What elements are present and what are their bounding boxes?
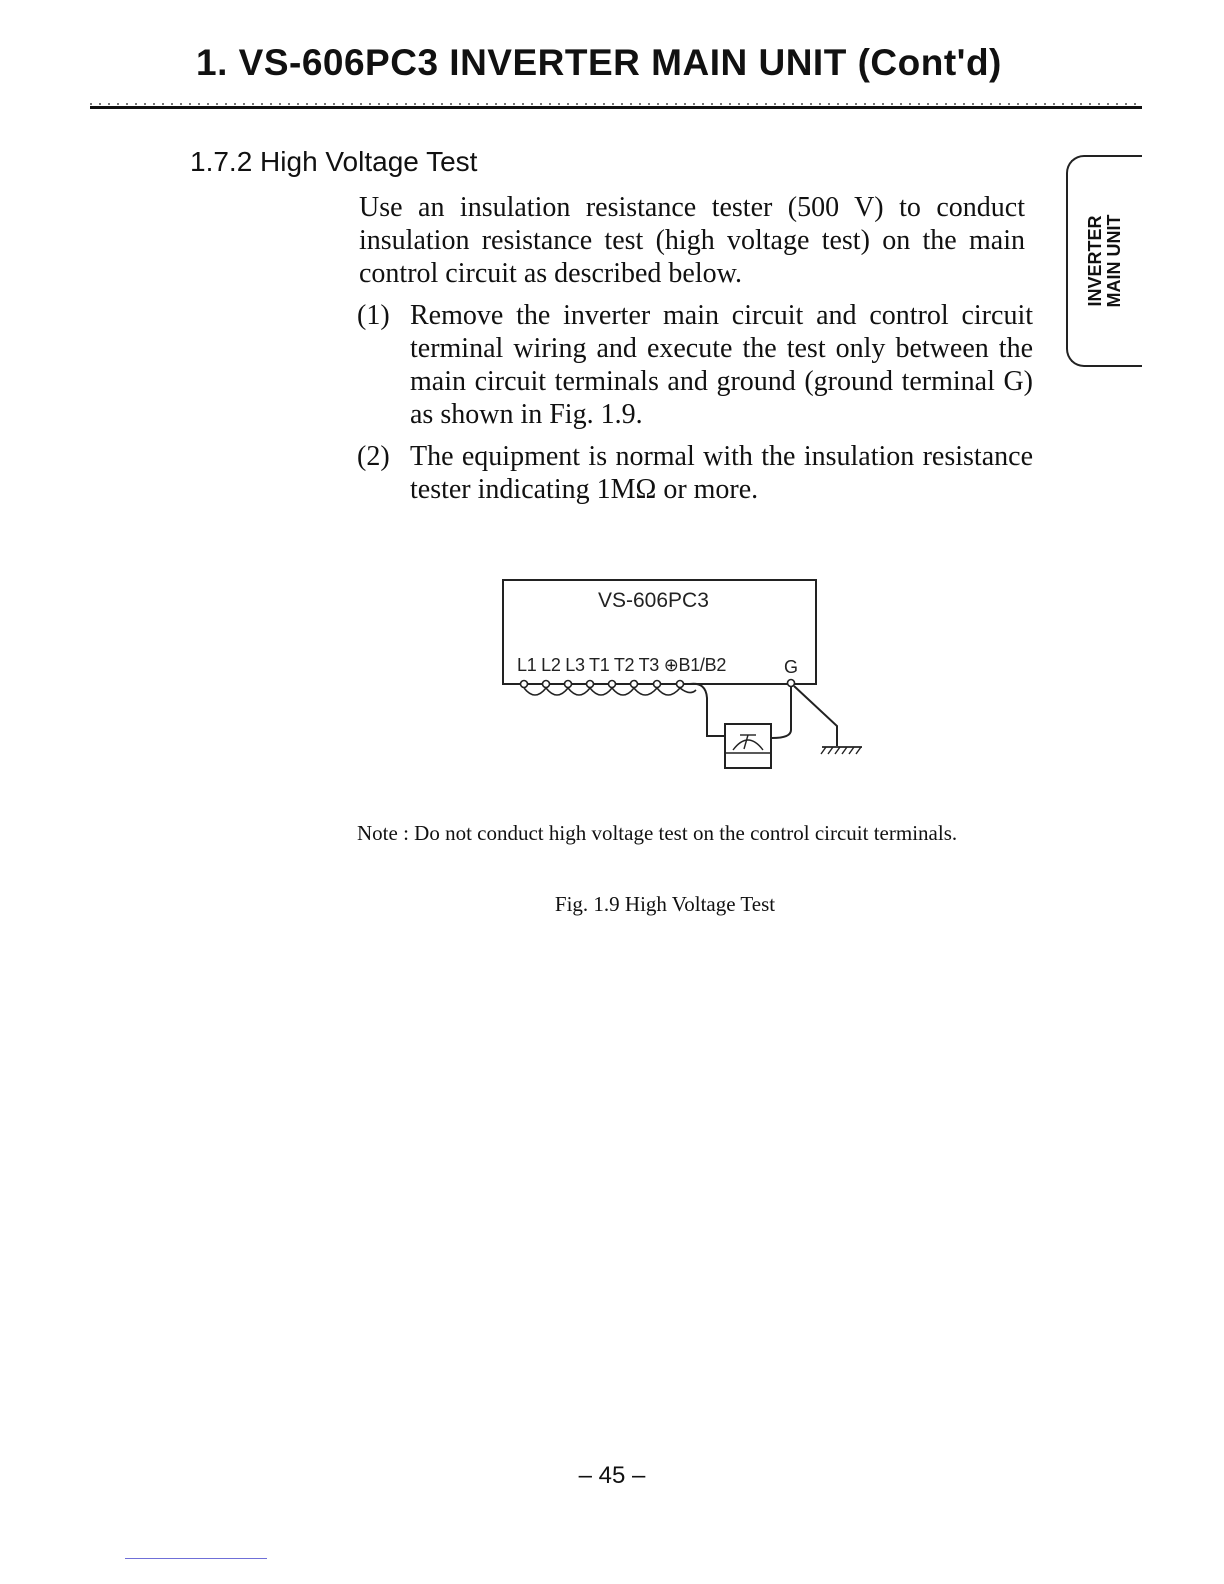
shorting-wire bbox=[524, 688, 696, 695]
footer-divider bbox=[125, 1558, 267, 1559]
list-item bbox=[357, 299, 1033, 431]
figure-caption: Fig. 1.9 High Voltage Test bbox=[554, 892, 776, 916]
list-item bbox=[357, 440, 1033, 506]
wiring-diagram bbox=[500, 578, 870, 778]
terminal-l2 bbox=[543, 681, 550, 688]
terminal-b2 bbox=[677, 681, 684, 688]
terminal-t1 bbox=[587, 681, 594, 688]
page-number: – 45 – bbox=[578, 1462, 646, 1489]
figure-note: Note : Do not conduct high voltage test on the control circuit terminals. bbox=[357, 821, 958, 845]
section-tab-label bbox=[1086, 215, 1124, 308]
ground-hatch bbox=[821, 747, 861, 754]
terminal-l1 bbox=[521, 681, 528, 688]
section-tab-line1: INVERTER bbox=[1085, 215, 1105, 307]
terminal-b1 bbox=[654, 681, 661, 688]
figure-ground-label: G bbox=[784, 657, 799, 677]
list-item-number: (1) bbox=[357, 300, 390, 331]
terminal-g bbox=[788, 680, 795, 687]
figure-terminals-label: L1 L2 L3 T1 T2 T3 ⊕B1/B2 bbox=[517, 655, 727, 675]
list-item-text: Remove the inverter main circuit and control circuit terminal wiring and execute the test only between the main circuit terminals and ground (ground terminal G) as shown in Fig. 1.9. bbox=[410, 300, 1033, 430]
title-divider bbox=[90, 106, 1142, 109]
list-item-text: The equipment is normal with the insulation resistance tester indicating 1MΩ or more. bbox=[410, 441, 1033, 505]
ground-wire bbox=[794, 686, 837, 746]
page-title: 1. VS-606PC3 INVERTER MAIN UNIT (Cont'd) bbox=[196, 42, 1002, 83]
terminal-t3 bbox=[631, 681, 638, 688]
intro-paragraph: Use an insulation resistance tester (500 V) to conduct insulation resistance test (high voltage test) on the main control circuit as described below. bbox=[359, 192, 1025, 289]
section-tab[interactable] bbox=[1066, 155, 1142, 367]
figure-model-label: VS-606PC3 bbox=[598, 589, 709, 612]
section-tab-line2: MAIN UNIT bbox=[1104, 214, 1124, 308]
list-item-number: (2) bbox=[357, 441, 390, 472]
terminal-t2 bbox=[609, 681, 616, 688]
section-heading: 1.7.2 High Voltage Test bbox=[190, 146, 478, 177]
terminal-l3 bbox=[565, 681, 572, 688]
insulation-tester-icon bbox=[725, 724, 771, 768]
tester-lead-right bbox=[770, 687, 791, 738]
